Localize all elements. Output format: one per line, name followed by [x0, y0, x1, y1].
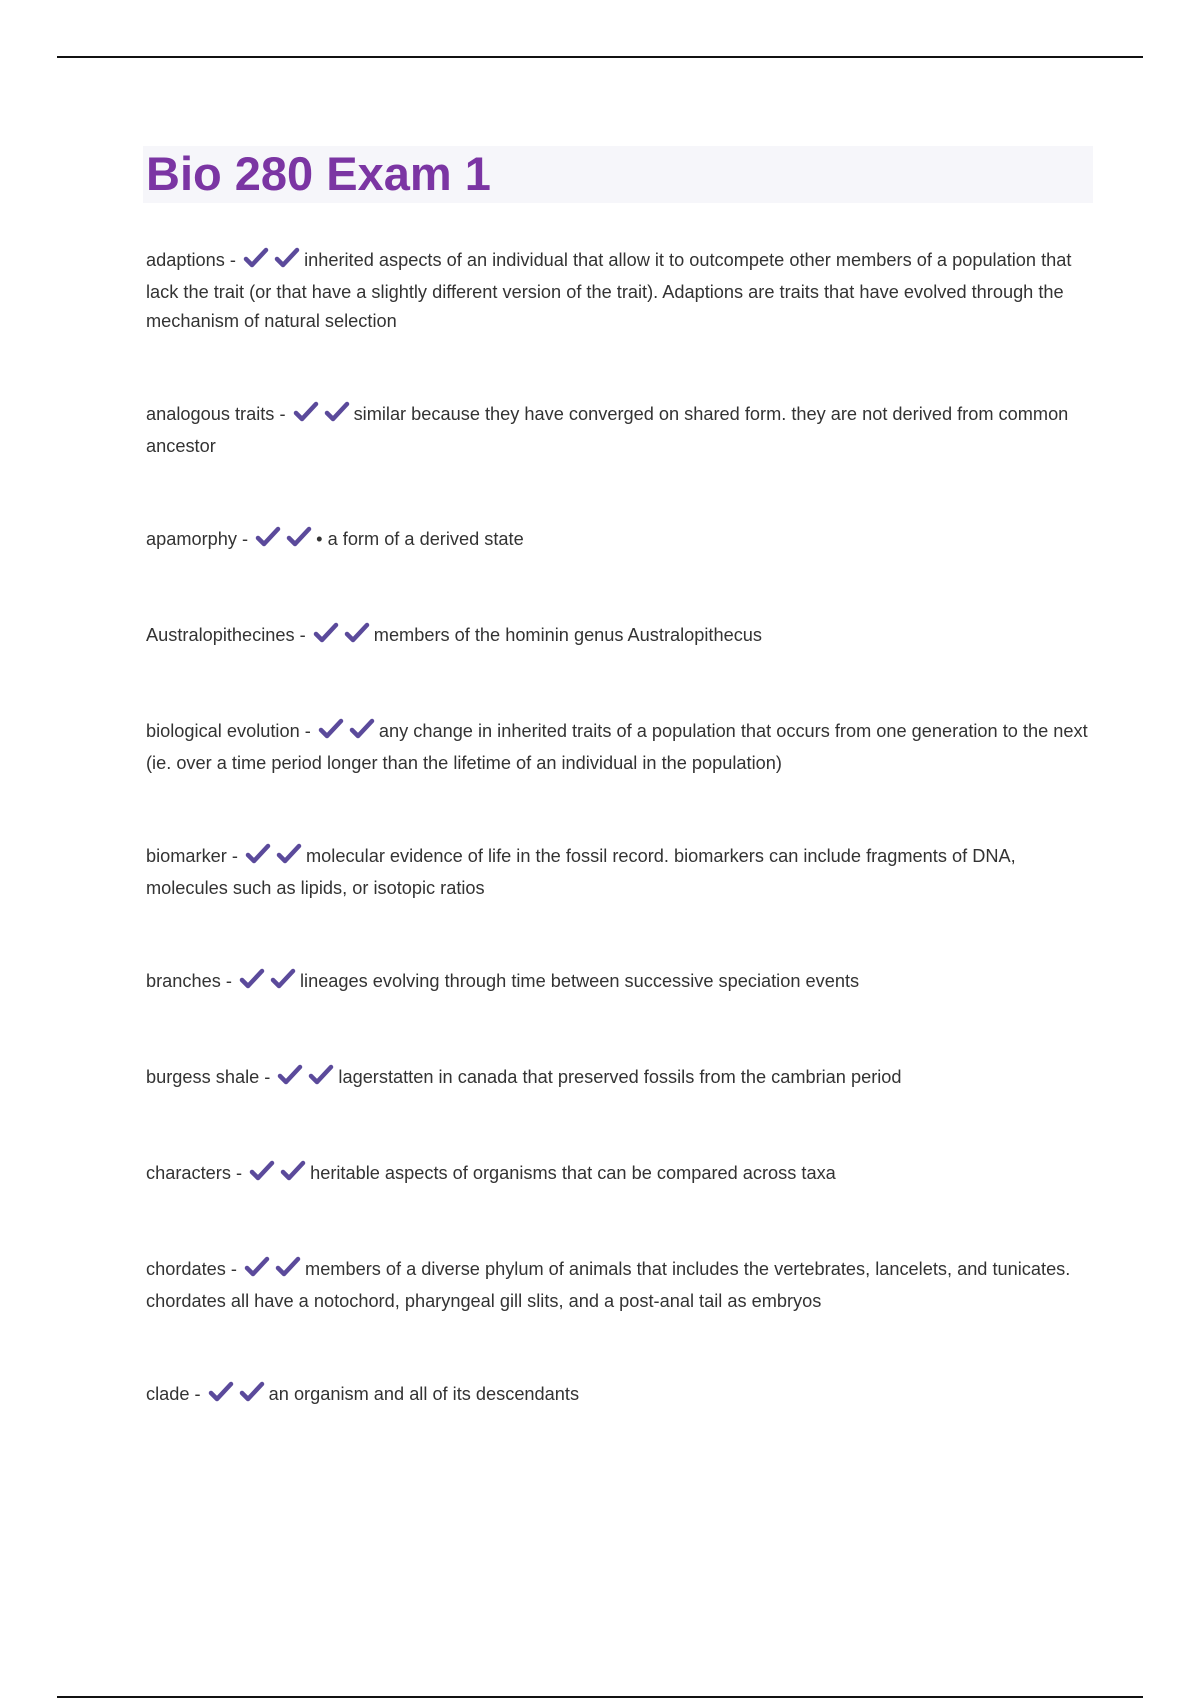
- check-mark-icon: [277, 1064, 303, 1086]
- check-mark-icon: [308, 1064, 334, 1086]
- flashcard-entry: [146, 400, 1090, 461]
- entry-definition: heritable aspects of organisms that can be compared across taxa: [310, 1163, 836, 1183]
- check-marks: [244, 1256, 303, 1287]
- entry-term: clade -: [146, 1384, 201, 1404]
- entry-term: biological evolution -: [146, 721, 311, 741]
- flashcard-entry: [146, 246, 1090, 336]
- flashcard-entry: [146, 842, 1090, 903]
- flashcard-entry: [146, 1063, 1090, 1095]
- entry-definition: similar because they have converged on shared form. they are not derived from common ancestor: [146, 404, 1069, 456]
- entry-term: biomarker -: [146, 846, 238, 866]
- entry-term: chordates -: [146, 1259, 237, 1279]
- entry-definition: lagerstatten in canada that preserved fossils from the cambrian period: [338, 1067, 902, 1087]
- check-marks: [255, 526, 314, 557]
- check-mark-icon: [239, 968, 265, 990]
- flashcard-list: [146, 246, 1090, 1476]
- check-marks: [208, 1381, 267, 1412]
- flashcard-entry: [146, 1380, 1090, 1412]
- top-divider: [57, 56, 1143, 58]
- entry-definition: members of a diverse phylum of animals that includes the vertebrates, lancelets, and tunicates. chordates all have a notochord, pharyngeal gill slits, and a post-anal tail as embryos: [146, 1259, 1071, 1311]
- flashcard-entry: [146, 1255, 1090, 1316]
- flashcard-entry: [146, 621, 1090, 653]
- entry-term: branches -: [146, 971, 232, 991]
- check-marks: [318, 718, 377, 749]
- check-marks: [249, 1160, 308, 1191]
- entry-definition: • a form of a derived state: [316, 529, 524, 549]
- check-marks: [239, 968, 298, 999]
- entry-term: apamorphy -: [146, 529, 249, 549]
- check-mark-icon: [324, 401, 350, 423]
- document-title: Bio 280 Exam 1: [146, 147, 491, 200]
- check-marks: [243, 247, 302, 278]
- entry-definition: molecular evidence of life in the fossil record. biomarkers can include fragments of DNA, molecules such as lipids, or isotopic ratios: [146, 846, 1016, 898]
- check-mark-icon: [276, 843, 302, 865]
- check-mark-icon: [274, 247, 300, 269]
- check-mark-icon: [313, 622, 339, 644]
- check-mark-icon: [318, 718, 344, 740]
- flashcard-entry: [146, 717, 1090, 778]
- check-mark-icon: [270, 968, 296, 990]
- flashcard-entry: [146, 525, 1090, 557]
- check-mark-icon: [208, 1381, 234, 1403]
- check-mark-icon: [349, 718, 375, 740]
- flashcard-entry: [146, 1159, 1090, 1191]
- check-marks: [293, 401, 352, 432]
- check-mark-icon: [286, 526, 312, 548]
- check-mark-icon: [244, 1256, 270, 1278]
- check-mark-icon: [280, 1160, 306, 1182]
- check-marks: [277, 1064, 336, 1095]
- entry-definition: members of the hominin genus Australopithecus: [373, 625, 763, 645]
- check-marks: [313, 622, 372, 653]
- check-mark-icon: [255, 526, 281, 548]
- entry-term: characters -: [146, 1163, 243, 1183]
- check-mark-icon: [245, 843, 271, 865]
- entry-definition: lineages evolving through time between successive speciation events: [300, 971, 860, 991]
- entry-term: Australopithecines -: [146, 625, 306, 645]
- bottom-divider: [57, 1696, 1143, 1698]
- check-mark-icon: [239, 1381, 265, 1403]
- entry-term: adaptions -: [146, 250, 236, 270]
- entry-definition: inherited aspects of an individual that allow it to outcompete other members of a population that lack the trait (or that have a slightly different version of the trait). Adaptions are traits that have evolved through the mechanism of natural selection: [146, 250, 1072, 331]
- check-marks: [245, 843, 304, 874]
- check-mark-icon: [243, 247, 269, 269]
- entry-definition: an organism and all of its descendants: [268, 1384, 580, 1404]
- flashcard-entry: [146, 967, 1090, 999]
- check-mark-icon: [293, 401, 319, 423]
- check-mark-icon: [275, 1256, 301, 1278]
- entry-term: analogous traits -: [146, 404, 286, 424]
- entry-term: burgess shale -: [146, 1067, 271, 1087]
- entry-definition: any change in inherited traits of a population that occurs from one generation to the next (ie. over a time period longer than the lifetime of an individual in the population): [146, 721, 1088, 773]
- check-mark-icon: [249, 1160, 275, 1182]
- check-mark-icon: [344, 622, 370, 644]
